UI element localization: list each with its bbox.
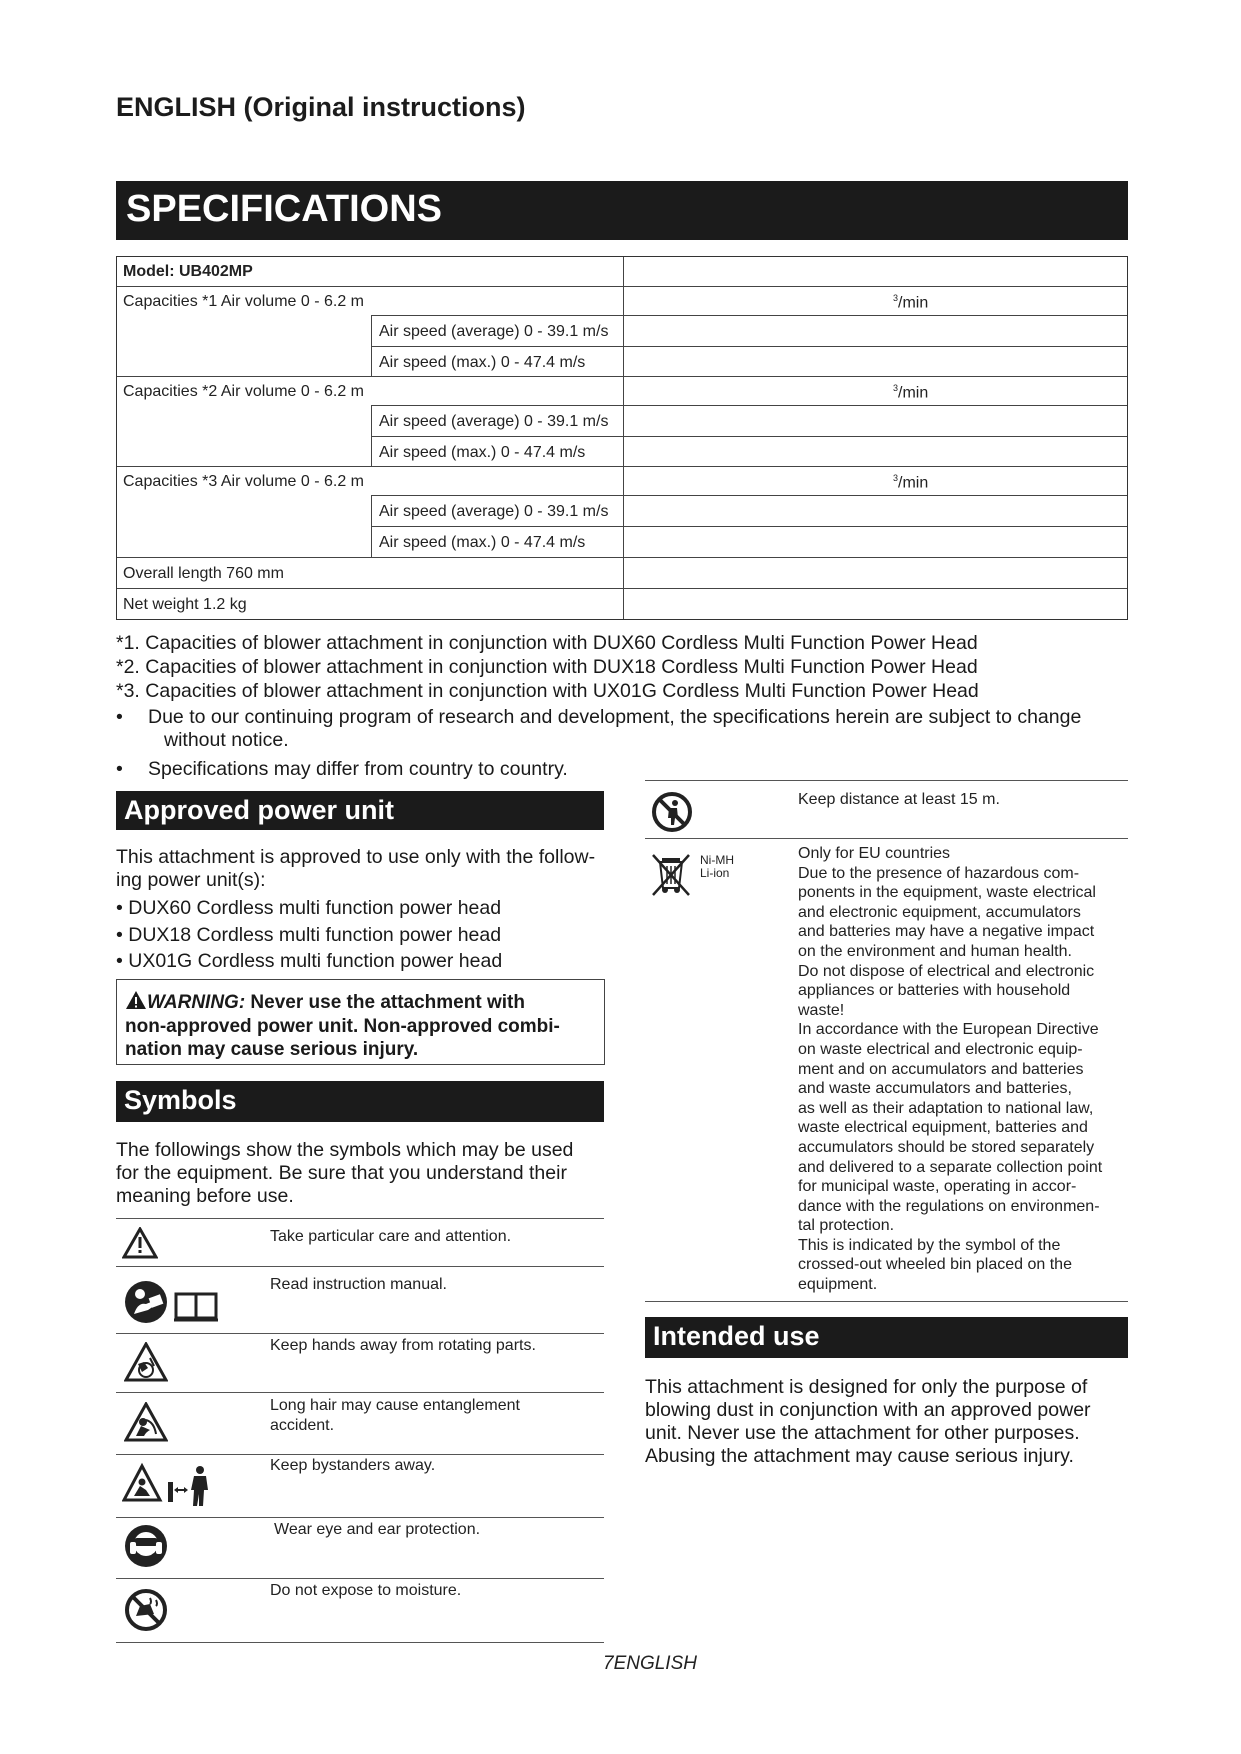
battery-type-label: Ni-MH Li-ion	[700, 853, 734, 880]
symbol-text-long-hair: Long hair may cause entanglement accident.	[270, 1397, 520, 1434]
footnote-1: *1. Capacities of blower attachment in conjunction with DUX60 Cordless Multi Function Power Head	[116, 632, 978, 654]
spec-capacity-3-max-speed: Air speed (max.) 0 - 47.4 m/s	[379, 534, 586, 551]
warning-line-2: non-approved power unit. Non-approved combi-	[125, 1015, 560, 1037]
eye-ear-protection-icon	[124, 1524, 168, 1568]
spec-model: Model: UB402MP	[123, 263, 253, 280]
symbol-text-read-manual: Read instruction manual.	[270, 1276, 447, 1293]
spec-bullet-change-notice: • Due to our continuing program of research and development, the specifications herein are subject to change without notice.	[116, 706, 1082, 751]
spec-capacity-1-avg-speed: Air speed (average) 0 - 39.1 m/s	[379, 323, 609, 340]
specifications-title: SPECIFICATIONS	[126, 188, 442, 230]
symbol-text-keep-distance: Keep distance at least 15 m.	[798, 791, 1000, 808]
intended-use-text: This attachment is designed for only the purpose of blowing dust in conjunction with an approved power unit. Never use the attachment for other purposes. Abusing the attachment may cause serious injury.	[645, 1376, 1091, 1467]
symbol-text-moisture: Do not expose to moisture.	[270, 1582, 462, 1599]
no-moisture-icon	[124, 1588, 168, 1632]
intended-use-title: Intended use	[653, 1321, 820, 1351]
footnote-3: *3. Capacities of blower attachment in conjunction with UX01G Cordless Multi Function Power Head	[116, 680, 979, 702]
spec-capacity-2-avg-speed: Air speed (average) 0 - 39.1 m/s	[379, 413, 609, 430]
keep-bystanders-away-icon	[122, 1462, 218, 1508]
spec-capacity-1: Capacities *1 Air volume 0 - 6.2 m	[123, 293, 364, 310]
approved-power-unit-banner	[116, 791, 604, 830]
specifications-table	[116, 256, 1128, 620]
long-hair-icon	[124, 1402, 168, 1442]
spec-capacity-3-avg-speed: Air speed (average) 0 - 39.1 m/s	[379, 503, 609, 520]
page-footer: 7ENGLISH	[603, 1653, 697, 1674]
intended-use-banner	[645, 1317, 1128, 1358]
approved-power-unit-title: Approved power unit	[124, 795, 394, 825]
spec-capacity-1-max-speed: Air speed (max.) 0 - 47.4 m/s	[379, 354, 586, 371]
warning-triangle-icon	[125, 990, 147, 1010]
warning-box	[116, 979, 605, 1065]
spec-capacity-2: Capacities *2 Air volume 0 - 6.2 m	[123, 383, 364, 400]
spec-overall-length: Overall length 760 mm	[123, 565, 284, 582]
approved-unit-dux60: • DUX60 Cordless multi function power head	[116, 897, 502, 919]
approved-intro: This attachment is approved to use only with the follow- ing power unit(s):	[116, 846, 596, 891]
document-language-title: ENGLISH (Original instructions)	[116, 92, 526, 122]
footnote-2: *2. Capacities of blower attachment in conjunction with DUX18 Cordless Multi Function Power Head	[116, 656, 978, 678]
symbol-text-eye-ear: Wear eye and ear protection.	[274, 1521, 481, 1538]
specifications-banner	[116, 181, 1128, 240]
spec-capacity-2-max-speed: Air speed (max.) 0 - 47.4 m/s	[379, 444, 586, 461]
spec-bullet-country: • Specifications may differ from country to country.	[116, 758, 568, 780]
spec-capacity-1-unit: $^3$/min	[893, 293, 929, 312]
crossed-bin-icon	[650, 852, 692, 896]
approved-unit-dux18: • DUX18 Cordless multi function power head	[116, 924, 502, 946]
spec-capacity-2-unit: $^3$/min	[893, 383, 929, 402]
spec-net-weight: Net weight 1.2 kg	[123, 596, 247, 613]
symbols-title: Symbols	[124, 1085, 237, 1115]
read-manual-icon	[124, 1280, 220, 1324]
approved-unit-ux01g: • UX01G Cordless multi function power head	[116, 950, 503, 972]
symbols-banner	[116, 1081, 604, 1122]
weee-disposal-text: Only for EU countries Due to the presence of hazardous com- ponents in the equipment, waste electrical and electronic equipment, accumulators and batteries may have a negative impact on the environment and human health. Do not dispose of electrical and electronic appliances or batteries with household waste! In accordance with the European Directive on waste electrical and electronic equip- ment and on accumulators and batteries and waste accumulators and batteries, as well as their adaptation to national law, waste electrical equipment, batteries and accumulators should be stored separately and delivered to a separate collection point for municipal waste, operating in accor- dance with the regulations on environmen- tal protection. This is indicated by the symbol of the crossed-out wheeled bin placed on the equipment.	[798, 845, 1103, 1294]
keep-distance-icon	[651, 791, 693, 833]
warning-label: WARNING:	[147, 992, 246, 1013]
spec-capacity-3-unit: $^3$/min	[893, 473, 929, 492]
symbol-text-rotating-parts: Keep hands away from rotating parts.	[270, 1337, 536, 1354]
spec-capacity-3: Capacities *3 Air volume 0 - 6.2 m	[123, 473, 364, 490]
warning-line-1: Never use the attachment with	[245, 992, 525, 1013]
rotating-parts-icon	[124, 1342, 168, 1382]
symbols-intro: The followings show the symbols which may be used for the equipment. Be sure that you understand their meaning before use.	[116, 1139, 574, 1207]
caution-triangle-icon	[122, 1227, 158, 1259]
symbol-text-caution: Take particular care and attention.	[270, 1228, 512, 1245]
symbol-text-bystanders: Keep bystanders away.	[270, 1457, 436, 1474]
warning-line-3: nation may cause serious injury.	[125, 1039, 419, 1060]
